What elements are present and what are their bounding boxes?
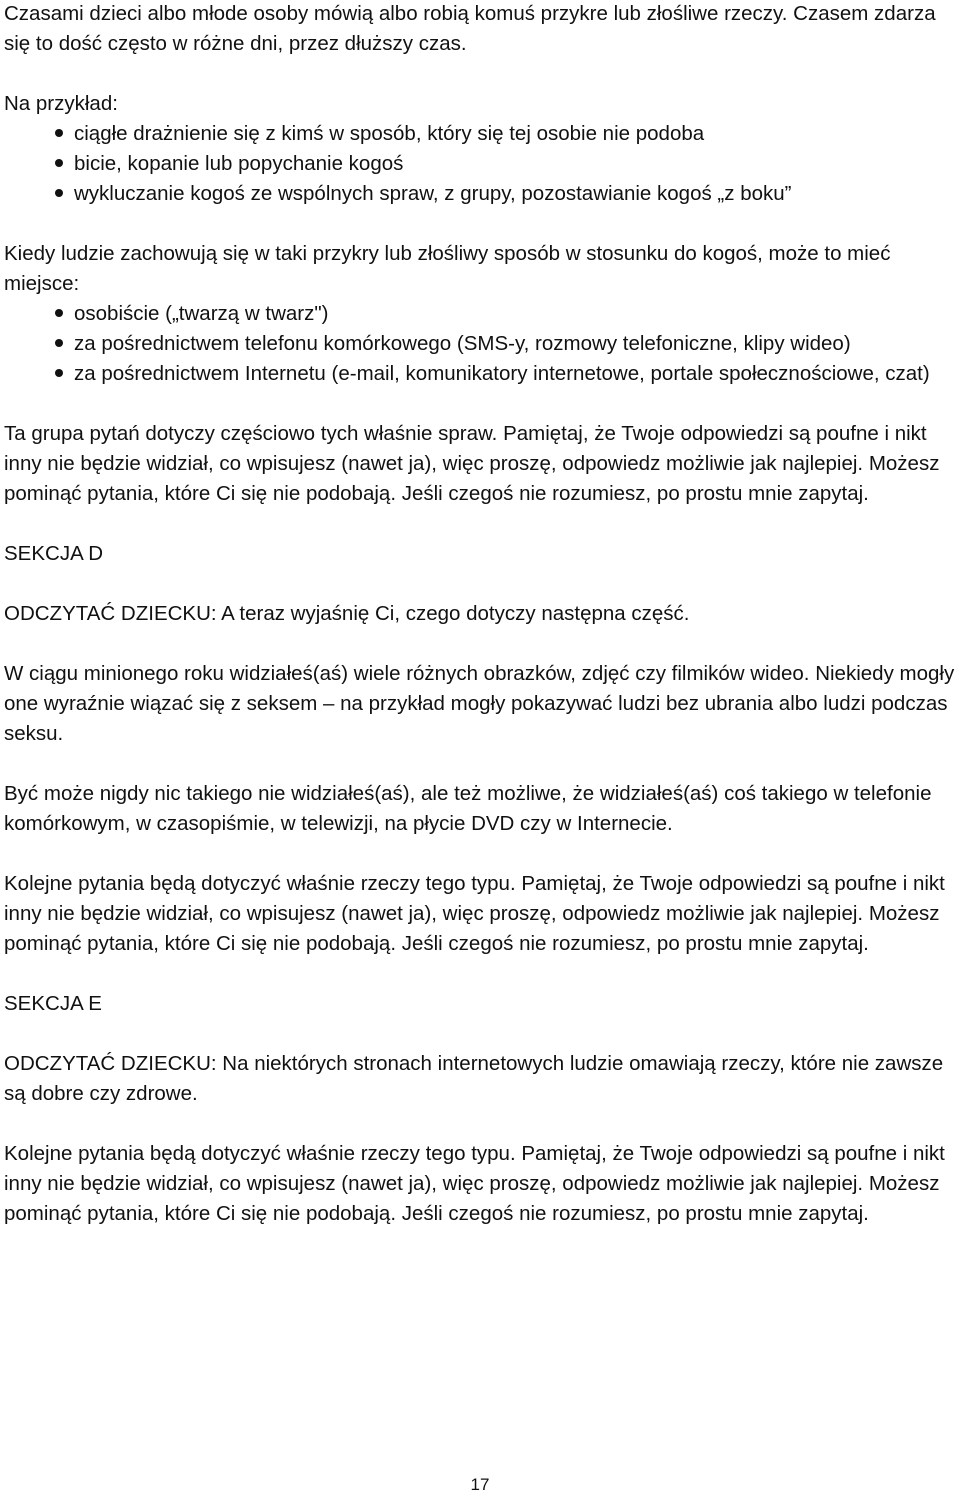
section-d-instruction: ODCZYTAĆ DZIECKU: A teraz wyjaśnię Ci, czego dotyczy następna część. — [4, 602, 690, 625]
section-e-paragraph-1: Kolejne pytania będą dotyczyć właśnie rzeczy tego typu. Pamiętaj, że Twoje odpowiedzi są poufne i nikt inny nie będzie widział, co wpisujesz (nawet ja), więc proszę, odpowiedz możliwie jak najlepiej. Możesz pominąć pytania, które Ci się nie podobają. Jeśli czegoś nie rozumiesz, po prostu mnie zapytaj. — [4, 1142, 945, 1225]
list-item: za pośrednictwem Internetu (e-mail, komunikatory internetowe, portale społecznościowe, czat) — [4, 359, 958, 389]
page-number: 17 — [470, 1475, 490, 1494]
section-e-instruction: ODCZYTAĆ DZIECKU: Na niektórych stronach internetowych ludzie omawiają rzeczy, które nie zawsze są dobre czy zdrowe. — [4, 1052, 944, 1105]
places-label: Kiedy ludzie zachowują się w taki przykry lub złośliwy sposób w stosunku do kogoś, może to mieć miejsce: — [4, 242, 891, 295]
examples-list — [4, 119, 958, 209]
document-page — [4, 0, 958, 1229]
section-e-heading: SEKCJA E — [4, 992, 102, 1015]
list-item: osobiście („twarzą w twarz") — [4, 299, 958, 329]
bullet-icon — [55, 309, 63, 317]
section-d-paragraph-1: W ciągu minionego roku widziałeś(aś) wiele różnych obrazków, zdjęć czy filmików wideo. Niekiedy mogły one wyraźnie wiązać się z seksem – na przykład mogły pokazywać ludzi bez ubrania albo ludzi podczas seksu. — [4, 662, 955, 745]
closing-paragraph: Ta grupa pytań dotyczy częściowo tych właśnie spraw. Pamiętaj, że Twoje odpowiedzi są poufne i nikt inny nie będzie widział, co wpisujesz (nawet ja), więc proszę, odpowiedz możliwie jak najlepiej. Możesz pominąć pytania, które Ci się nie podobają. Jeśli czegoś nie rozumiesz, po prostu mnie zapytaj. — [4, 422, 940, 505]
bullet-icon — [55, 159, 63, 167]
places-list — [4, 299, 958, 389]
list-item: ciągłe drażnienie się z kimś w sposób, który się tej osobie nie podoba — [4, 119, 958, 149]
section-d-heading: SEKCJA D — [4, 542, 104, 565]
bullet-icon — [55, 129, 63, 137]
bullet-icon — [55, 369, 63, 377]
list-item: wykluczanie kogoś ze wspólnych spraw, z grupy, pozostawianie kogoś „z boku” — [4, 179, 958, 209]
list-item: bicie, kopanie lub popychanie kogoś — [4, 149, 958, 179]
intro-paragraph: Czasami dzieci albo młode osoby mówią albo robią komuś przykre lub złośliwe rzeczy. Czasem zdarza się to dość często w różne dni, przez dłuższy czas. — [4, 2, 936, 55]
bullet-icon — [55, 189, 63, 197]
examples-label: Na przykład: — [4, 92, 118, 115]
list-item: za pośrednictwem telefonu komórkowego (SMS-y, rozmowy telefoniczne, klipy wideo) — [4, 329, 958, 359]
section-d-paragraph-3: Kolejne pytania będą dotyczyć właśnie rzeczy tego typu. Pamiętaj, że Twoje odpowiedzi są poufne i nikt inny nie będzie widział, co wpisujesz (nawet ja), więc proszę, odpowiedz możliwie jak najlepiej. Możesz pominąć pytania, które Ci się nie podobają. Jeśli czegoś nie rozumiesz, po prostu mnie zapytaj. — [4, 872, 945, 955]
bullet-icon — [55, 339, 63, 347]
section-d-paragraph-2: Być może nigdy nic takiego nie widziałeś(aś), ale też możliwe, że widziałeś(aś) coś takiego w telefonie komórkowym, w czasopiśmie, w telewizji, na płycie DVD czy w Internecie. — [4, 782, 932, 835]
